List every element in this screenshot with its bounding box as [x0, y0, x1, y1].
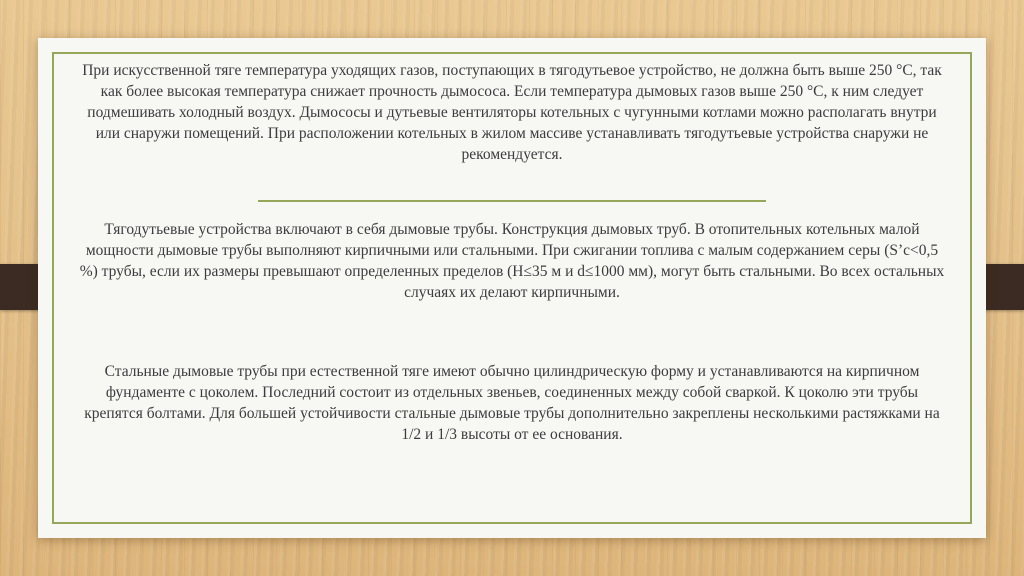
paragraph-1: При искусственной тяге температура уходящих газов, поступающих в тягодутьевое устройство, не должна быть выше 250 °С, так как более высокая температура снижает прочность дымососа. Если температура дымовых газов выше 250 °С, к ним следует подмешивать холодный воздух. Дымососы и дутьевые вентиляторы котельных с чугунными котлами можно располагать внутри или снаружи помещений. При расположении котельных в жилом массиве устанавливать тягодутьевые устройства снаружи не рекомендуется.	[82, 62, 942, 163]
divider-line	[258, 200, 766, 202]
paragraph-2: Тягодутьевые устройства включают в себя дымовые трубы. Конструкция дымовых труб. В отопительных котельных малой мощности дымовые трубы выполняют кирпичными или стальными. При сжигании топлива с малым содержанием серы (S’c<0,5 %) трубы, если их размеры превышают определенных пределов (H≤35 м и d≤1000 мм), могут быть стальными. Во всех остальных случаях их делают кирпичными.	[79, 221, 945, 301]
slide-card	[38, 38, 986, 538]
paragraph-3: Стальные дымовые трубы при естественной тяге имеют обычно цилиндрическую форму и устанавливаются на кирпичном фундаменте с цоколем. Последний состоит из отдельных звеньев, соединенных между собой сваркой. К цоколю эти трубы крепятся болтами. Для большей устойчивости стальные дымовые трубы дополнительно закреплены несколькими растяжками на 1/2 и 1/3 высоты от ее основания.	[84, 363, 940, 443]
